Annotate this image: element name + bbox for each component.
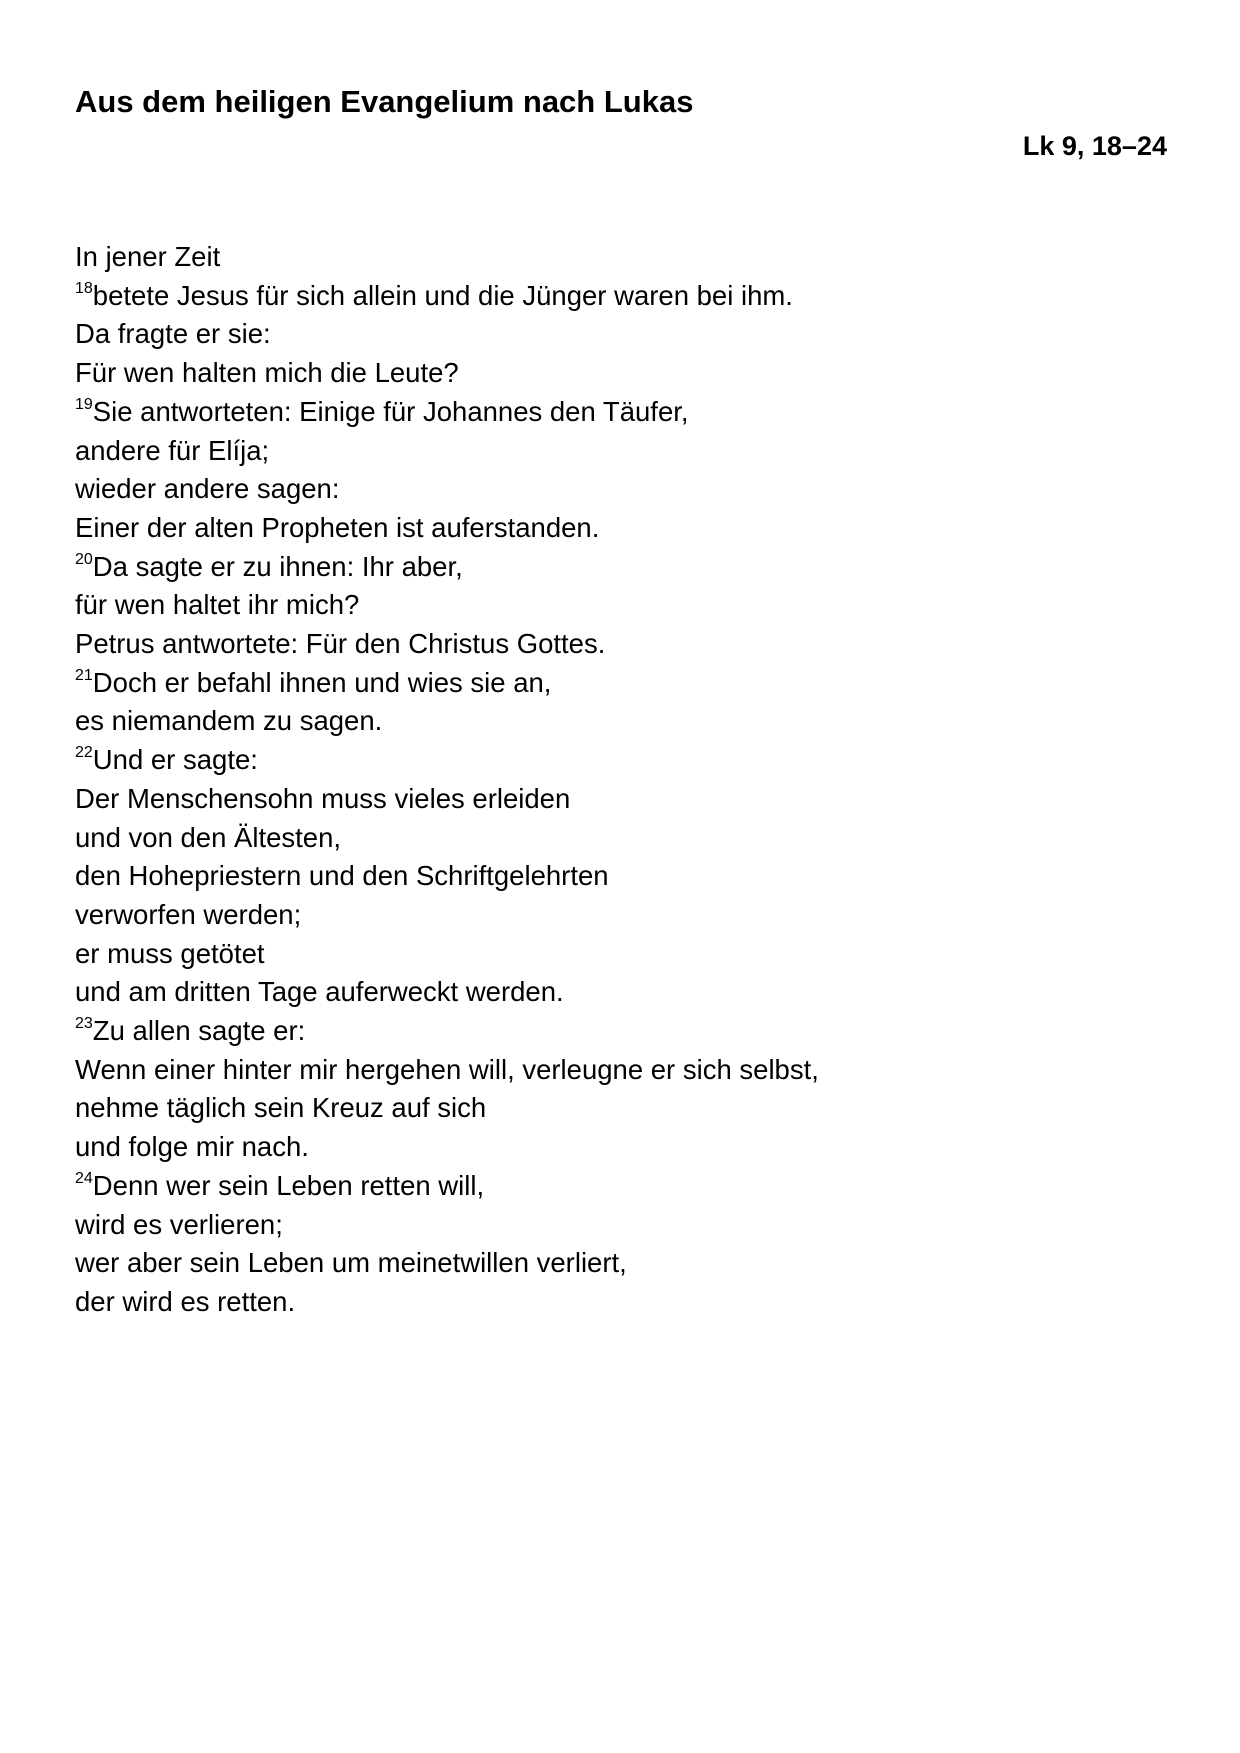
verse-number: 20 bbox=[75, 550, 93, 568]
line-text: den Hohepriestern und den Schriftgelehrten bbox=[75, 860, 609, 892]
line-text: Doch er befahl ihnen und wies sie an, bbox=[92, 666, 552, 698]
text-line bbox=[75, 935, 1165, 974]
line-text: Da sagte er zu ihnen: Ihr aber, bbox=[92, 550, 463, 582]
text-line bbox=[75, 664, 1165, 703]
text-line bbox=[75, 1128, 1165, 1167]
page-title: Aus dem heiligen Evangelium nach Lukas bbox=[75, 84, 694, 119]
verse-number: 24 bbox=[75, 1169, 93, 1187]
line-text: Einer der alten Propheten ist auferstanden. bbox=[75, 511, 600, 543]
text-line bbox=[75, 1051, 1165, 1090]
text-line bbox=[75, 277, 1165, 316]
verse-number: 21 bbox=[75, 666, 93, 684]
text-line bbox=[75, 973, 1165, 1012]
line-text: Denn wer sein Leben retten will, bbox=[92, 1169, 485, 1201]
text-line bbox=[75, 702, 1165, 741]
text-line bbox=[75, 315, 1165, 354]
text-line bbox=[75, 857, 1165, 896]
line-text: nehme täglich sein Kreuz auf sich bbox=[75, 1092, 487, 1124]
text-line bbox=[75, 896, 1165, 935]
text-line bbox=[75, 1089, 1165, 1128]
text-line bbox=[75, 509, 1165, 548]
text-line bbox=[75, 1012, 1165, 1051]
line-text: Petrus antwortete: Für den Christus Gottes. bbox=[75, 628, 606, 660]
text-line bbox=[75, 393, 1165, 432]
line-text: betete Jesus für sich allein und die Jünger waren bei ihm. bbox=[92, 279, 793, 311]
text-line bbox=[75, 741, 1165, 780]
line-text: Der Menschensohn muss vieles erleiden bbox=[75, 782, 571, 814]
line-text: In jener Zeit bbox=[75, 241, 221, 272]
line-text: es niemandem zu sagen. bbox=[75, 705, 383, 737]
text-line bbox=[75, 354, 1165, 393]
line-text: wird es verlieren; bbox=[75, 1208, 283, 1240]
text-line bbox=[75, 819, 1165, 858]
reading-text bbox=[75, 238, 1165, 1322]
line-text: andere für Elíja; bbox=[75, 434, 270, 466]
text-line bbox=[75, 625, 1165, 664]
verse-number: 19 bbox=[75, 395, 93, 413]
line-text: verworfen werden; bbox=[75, 898, 302, 930]
line-text: Zu allen sagte er: bbox=[92, 1015, 306, 1047]
text-line bbox=[75, 432, 1165, 471]
line-text: wieder andere sagen: bbox=[75, 473, 340, 505]
text-line bbox=[75, 1167, 1165, 1206]
line-text: für wen haltet ihr mich? bbox=[75, 589, 360, 621]
verse-number: 22 bbox=[75, 744, 93, 762]
line-text: Und er sagte: bbox=[92, 744, 258, 776]
text-line bbox=[75, 470, 1165, 509]
text-line bbox=[75, 1244, 1165, 1283]
line-text: wer aber sein Leben um meinetwillen verliert, bbox=[75, 1247, 627, 1279]
scripture-reference: Lk 9, 18–24 bbox=[1022, 131, 1167, 161]
text-line bbox=[75, 238, 1165, 277]
verse-number: 23 bbox=[75, 1015, 93, 1033]
verse-number: 18 bbox=[75, 279, 93, 297]
line-text: Für wen halten mich die Leute? bbox=[75, 357, 459, 389]
line-text: Wenn einer hinter mir hergehen will, verleugne er sich selbst, bbox=[75, 1053, 819, 1085]
line-text: der wird es retten. bbox=[75, 1285, 296, 1317]
line-text: und folge mir nach. bbox=[75, 1131, 309, 1163]
text-line bbox=[75, 586, 1165, 625]
line-text: Sie antworteten: Einige für Johannes den Täufer, bbox=[92, 395, 689, 427]
text-line bbox=[75, 548, 1165, 587]
text-line bbox=[75, 780, 1165, 819]
text-line bbox=[75, 1206, 1165, 1245]
line-text: und am dritten Tage auferweckt werden. bbox=[75, 976, 564, 1008]
line-text: er muss getötet bbox=[75, 937, 265, 969]
text-line bbox=[75, 1283, 1165, 1322]
line-text: Da fragte er sie: bbox=[75, 318, 271, 350]
line-text: und von den Ältesten, bbox=[75, 821, 342, 853]
